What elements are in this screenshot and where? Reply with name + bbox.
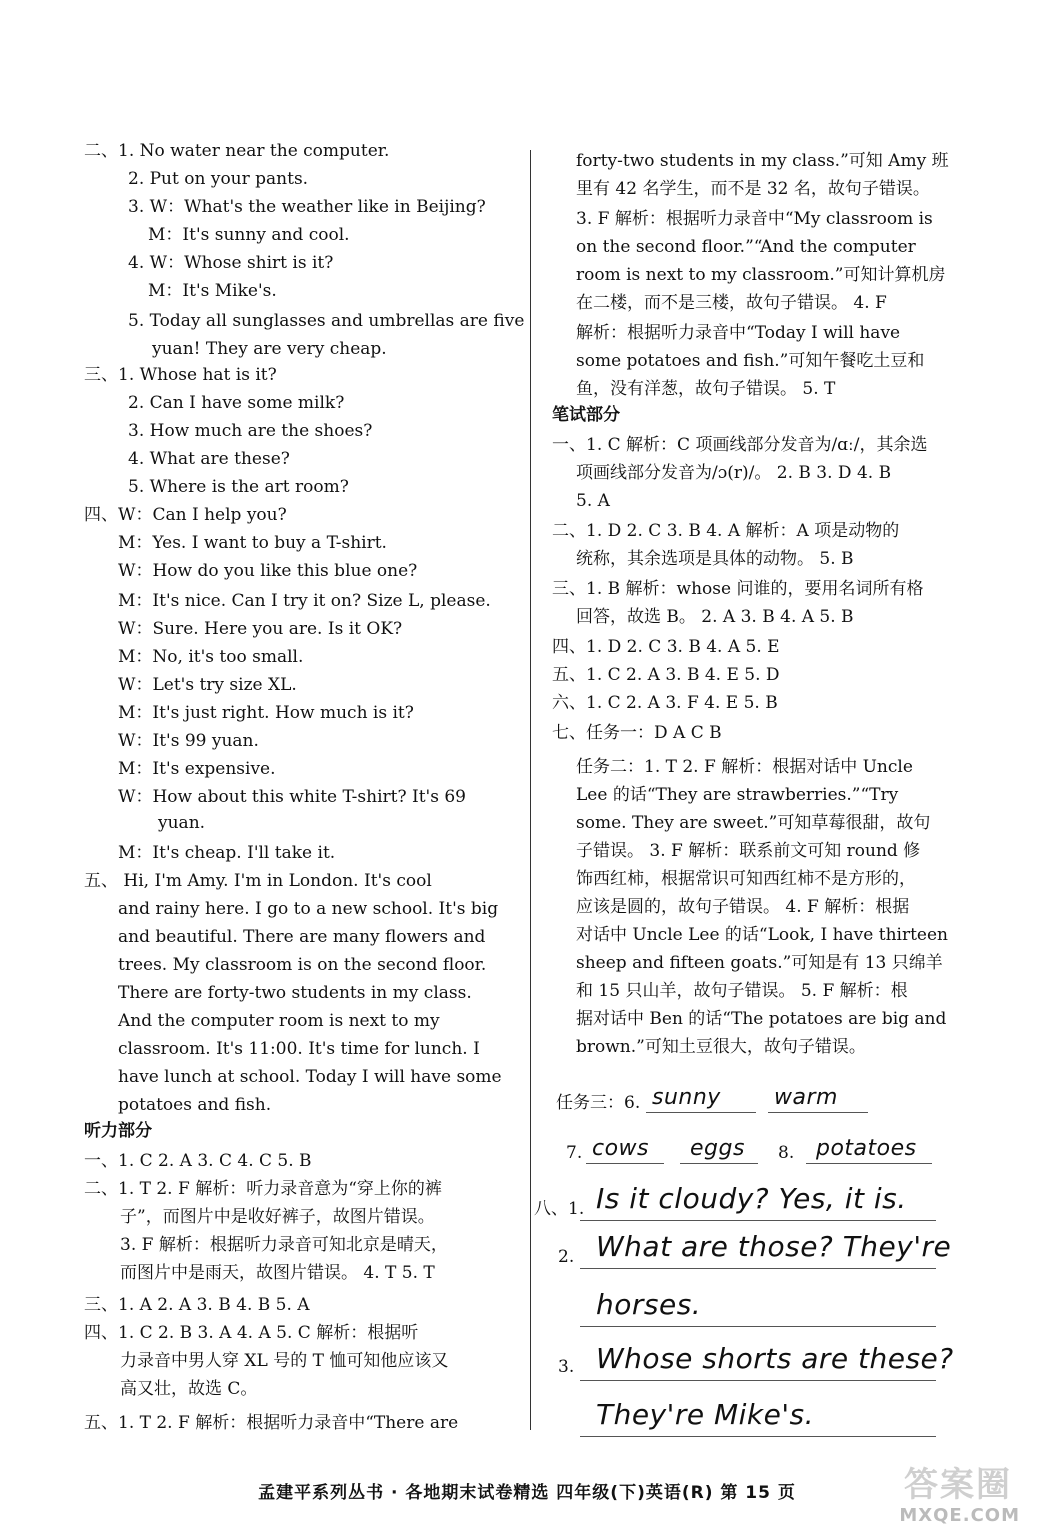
left-column-line: W：How do you like this blue one? — [118, 561, 418, 581]
right-column-line: 里有 42 名学生，而不是 32 名，故句子错误。 — [576, 179, 930, 199]
left-column-line: 五、 Hi, I'm Amy. I'm in London. It's cool — [84, 871, 432, 891]
answer-6a: sunny — [652, 1085, 721, 1110]
right-column-line: 四、1. D 2. C 3. B 4. A 5. E — [552, 637, 780, 657]
left-column-line: yuan. — [158, 813, 206, 833]
left-column-line: 三、1. Whose hat is it? — [84, 365, 277, 385]
right-column-line: some potatoes and fish.”可知午餐吃土豆和 — [576, 351, 925, 371]
right-column-line: forty-two students in my class.”可知 Amy 班 — [576, 151, 949, 171]
right-column-line: 子错误。 3. F 解析：联系前文可知 round 修 — [576, 841, 921, 861]
left-column-line: classroom. It's 11:00. It's time for lunch. I — [118, 1039, 480, 1059]
right-column-line: 六、1. C 2. A 3. F 4. E 5. B — [552, 693, 778, 713]
left-column-line: and rainy here. I go to a new school. It's big — [118, 899, 499, 919]
writing-line-2a — [580, 1268, 936, 1269]
sentence-3-line-1: Whose shorts are these? — [596, 1342, 954, 1375]
right-column-line: 二、1. D 2. C 3. B 4. A 解析：A 项是动物的 — [552, 521, 900, 541]
left-column-line: 3. F 解析：根据听力录音可知北京是晴天， — [120, 1235, 448, 1255]
section8-label: 八、1. — [534, 1199, 585, 1219]
left-column-line: 而图片中是雨天，故图片错误。 4. T 5. T — [120, 1263, 435, 1283]
answer-line-7b — [680, 1163, 758, 1164]
right-column-line: 应该是圆的，故句子错误。 4. F 解析：根据 — [576, 897, 910, 917]
left-column-line: 二、1. T 2. F 解析：听力录音意为“穿上你的裤 — [84, 1179, 442, 1199]
writing-line-3a — [580, 1380, 936, 1381]
answer-8: potatoes — [816, 1136, 917, 1161]
left-column-line: 子”，而图片中是收好裤子，故图片错误。 — [120, 1207, 435, 1227]
left-column-line: W：It's 99 yuan. — [118, 731, 259, 751]
right-column-line: 五、1. C 2. A 3. B 4. E 5. D — [552, 665, 780, 685]
watermark — [880, 1456, 1020, 1526]
left-column-line: W：Let's try size XL. — [118, 675, 297, 695]
left-column-line: M：No, it's too small. — [118, 647, 304, 667]
left-column-line: 三、1. A 2. A 3. B 4. B 5. A — [84, 1295, 310, 1315]
answer-line-6a — [646, 1112, 756, 1113]
right-column-line: 5. A — [576, 491, 610, 511]
section8-num-2: 2. — [558, 1247, 575, 1267]
left-column-line: M：It's cheap. I'll take it. — [118, 843, 336, 863]
answer-7b: eggs — [690, 1136, 745, 1161]
right-column-line: on the second floor.”“And the computer — [576, 237, 916, 257]
left-column-line: 一、1. C 2. A 3. C 4. C 5. B — [84, 1151, 312, 1171]
right-column-line: 饰西红柿，根据常识可知西红柿不是方形的， — [576, 869, 916, 889]
right-column-line: 项画线部分发音为/ɔ(r)/。 2. B 3. D 4. B — [576, 463, 892, 483]
left-column-line: M：It's expensive. — [118, 759, 276, 779]
answer-line-6b — [768, 1112, 868, 1113]
left-column-line: W：How about this white T-shirt? It's 69 — [118, 787, 466, 807]
left-column-line: 3. How much are the shoes? — [128, 421, 373, 441]
left-column-line: M：It's nice. Can I try it on? Size L, please. — [118, 591, 491, 611]
left-column-line: 高又壮，故选 C。 — [120, 1379, 258, 1399]
right-column-line: some. They are sweet.”可知草莓很甜，故句 — [576, 813, 931, 833]
sentence-1: Is it cloudy? Yes, it is. — [596, 1182, 907, 1215]
right-column-line: 任务二：1. T 2. F 解析：根据对话中 Uncle — [576, 757, 913, 777]
left-column-line: potatoes and fish. — [118, 1095, 272, 1115]
left-column-line: M：It's Mike's. — [148, 281, 277, 301]
right-column-line: sheep and fifteen goats.”可知是有 13 只绵羊 — [576, 953, 943, 973]
left-column-line: 4. W：Whose shirt is it? — [128, 253, 334, 273]
answer-7a: cows — [592, 1136, 650, 1161]
left-column-line: 4. What are these? — [128, 449, 290, 469]
right-column-line: 三、1. B 解析：whose 问谁的，要用名词所有格 — [552, 579, 924, 599]
left-column-line: 四、W：Can I help you? — [84, 505, 287, 525]
right-column-line: 和 15 只山羊，故句子错误。 5. F 解析：根 — [576, 981, 908, 1001]
right-column-line: 解析：根据听力录音中“Today I will have — [576, 323, 901, 343]
left-column-line: trees. My classroom is on the second floor. — [118, 955, 487, 975]
right-column-line: 笔试部分 — [552, 405, 620, 425]
right-column-line: 统称，其余选项是具体的动物。 5. B — [576, 549, 854, 569]
right-column-line: 鱼，没有洋葱，故句子错误。 5. T — [576, 379, 836, 399]
left-column-line: And the computer room is next to my — [118, 1011, 440, 1031]
right-column-line: 3. F 解析：根据听力录音中“My classroom is — [576, 209, 933, 229]
section8-num-3: 3. — [558, 1357, 575, 1377]
left-column-line: 2. Can I have some milk? — [128, 393, 345, 413]
left-column-line: 2. Put on your pants. — [128, 169, 309, 189]
left-column-line: M：It's sunny and cool. — [148, 225, 350, 245]
watermark-site: MXQE.COM — [899, 1505, 1020, 1526]
left-column-line: 5. Today all sunglasses and umbrellas are five — [128, 311, 525, 331]
left-column-line: 二、1. No water near the computer. — [84, 141, 390, 161]
sentence-2-line-2: horses. — [596, 1288, 702, 1321]
left-column-line: have lunch at school. Today I will have some — [118, 1067, 502, 1087]
right-column-line: 对话中 Uncle Lee 的话“Look, I have thirteen — [576, 925, 948, 945]
answer-line-8 — [806, 1163, 932, 1164]
right-column-line: Lee 的话“They are strawberries.”“Try — [576, 785, 899, 805]
answer-6b: warm — [774, 1085, 838, 1110]
right-column-line: brown.”可知土豆很大，故句子错误。 — [576, 1037, 866, 1057]
left-column-line: W：Sure. Here you are. Is it OK? — [118, 619, 403, 639]
left-column-line: M：Yes. I want to buy a T-shirt. — [118, 533, 387, 553]
right-column-line: 在二楼，而不是三楼，故句子错误。 4. F — [576, 293, 887, 313]
task3-label-8: 8. — [778, 1143, 795, 1163]
right-column-line: 一、1. C 解析：C 项画线部分发音为/ɑː/，其余选 — [552, 435, 928, 455]
left-column-line: 四、1. C 2. B 3. A 4. A 5. C 解析：根据听 — [84, 1323, 419, 1343]
left-column-line: 五、1. T 2. F 解析：根据听力录音中“There are — [84, 1413, 459, 1433]
left-column-line: M：It's just right. How much is it? — [118, 703, 414, 723]
writing-line-2b — [580, 1326, 936, 1327]
left-column-line: yuan! They are very cheap. — [152, 339, 387, 359]
left-column-line: and beautiful. There are many flowers and — [118, 927, 486, 947]
writing-line-1 — [580, 1220, 936, 1221]
sentence-2-line-1: What are those? They're — [596, 1230, 952, 1263]
left-column-line: There are forty-two students in my class. — [118, 983, 472, 1003]
answer-line-7a — [586, 1163, 664, 1164]
task3-label-7: 7. — [566, 1143, 583, 1163]
page-footer: 孟建平系列丛书 · 各地期末试卷精选 四年级(下)英语(R) 第 15 页 — [258, 1483, 796, 1503]
right-column-line: 据对话中 Ben 的话“The potatoes are big and — [576, 1009, 947, 1029]
task3-label-6: 任务三：6. — [556, 1093, 641, 1113]
right-column-line: 回答，故选 B。 2. A 3. B 4. A 5. B — [576, 607, 854, 627]
left-column-line: 听力部分 — [84, 1121, 152, 1141]
writing-line-3b — [580, 1436, 936, 1437]
right-column-line: 七、任务一：D A C B — [552, 723, 722, 743]
column-divider — [530, 150, 531, 1430]
left-column-line: 3. W：What's the weather like in Beijing? — [128, 197, 486, 217]
right-column-line: room is next to my classroom.”可知计算机房 — [576, 265, 946, 285]
sentence-3-line-2: They're Mike's. — [596, 1398, 815, 1431]
watermark-logo: 答案圈 — [904, 1465, 1012, 1505]
left-column-line: 5. Where is the art room? — [128, 477, 349, 497]
left-column-line: 力录音中男人穿 XL 号的 T 恤可知他应该又 — [120, 1351, 449, 1371]
